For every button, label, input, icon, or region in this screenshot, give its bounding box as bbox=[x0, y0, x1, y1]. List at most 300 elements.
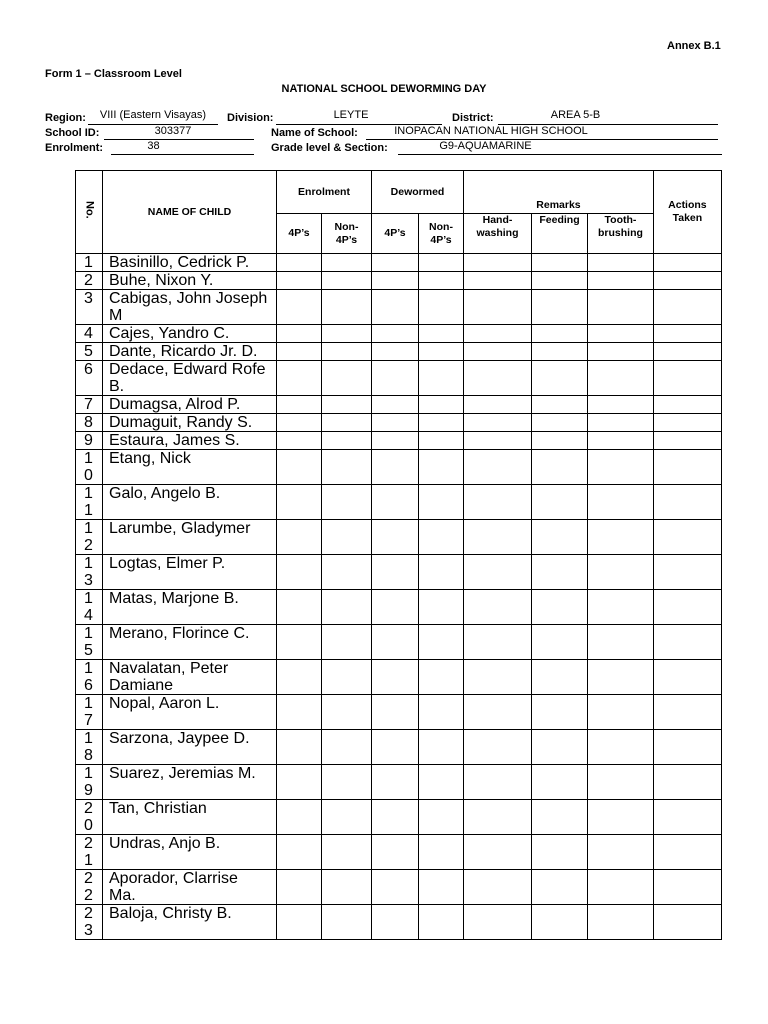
enrolment-underline bbox=[111, 154, 254, 155]
handwashing-header: Hand-washing bbox=[464, 214, 532, 254]
blank-cell bbox=[588, 695, 654, 730]
blank-cell bbox=[588, 343, 654, 361]
blank-cell bbox=[588, 450, 654, 485]
blank-cell bbox=[322, 870, 372, 905]
blank-cell bbox=[464, 520, 532, 555]
blank-cell bbox=[322, 835, 372, 870]
child-name: Baloja, Christy B. bbox=[103, 905, 277, 940]
blank-cell bbox=[419, 290, 464, 325]
row-number bbox=[76, 800, 103, 835]
district-label: District: bbox=[452, 112, 494, 124]
blank-cell bbox=[588, 254, 654, 272]
enrolment-header: Enrolment bbox=[277, 171, 372, 214]
blank-cell bbox=[322, 520, 372, 555]
child-name: Suarez, Jeremias M. bbox=[103, 765, 277, 800]
blank-cell bbox=[419, 660, 464, 695]
row-number bbox=[76, 254, 103, 272]
table-row bbox=[76, 361, 722, 396]
blank-cell bbox=[372, 835, 419, 870]
blank-cell bbox=[372, 555, 419, 590]
blank-cell bbox=[532, 520, 588, 555]
blank-cell bbox=[419, 485, 464, 520]
blank-cell bbox=[464, 765, 532, 800]
table-row bbox=[76, 765, 722, 800]
blank-cell bbox=[322, 625, 372, 660]
blank-cell bbox=[277, 254, 322, 272]
blank-cell bbox=[419, 396, 464, 414]
blank-cell bbox=[322, 290, 372, 325]
row-number bbox=[76, 835, 103, 870]
blank-cell bbox=[277, 590, 322, 625]
form-label: Form 1 – Classroom Level bbox=[45, 68, 182, 80]
table-row bbox=[76, 325, 722, 343]
child-name: Buhe, Nixon Y. bbox=[103, 272, 277, 290]
blank-cell bbox=[653, 450, 721, 485]
child-name: Tan, Christian bbox=[103, 800, 277, 835]
blank-cell bbox=[372, 520, 419, 555]
row-number bbox=[76, 590, 103, 625]
blank-cell bbox=[277, 835, 322, 870]
blank-cell bbox=[419, 835, 464, 870]
row-number-text: 8 bbox=[84, 414, 93, 431]
blank-cell bbox=[322, 660, 372, 695]
blank-cell bbox=[372, 590, 419, 625]
enrolment-label: Enrolment: bbox=[45, 142, 104, 154]
blank-cell bbox=[419, 695, 464, 730]
blank-cell bbox=[653, 272, 721, 290]
blank-cell bbox=[322, 905, 372, 940]
blank-cell bbox=[372, 625, 419, 660]
blank-cell bbox=[419, 343, 464, 361]
district-value: AREA 5-B bbox=[550, 109, 601, 121]
row-number bbox=[76, 414, 103, 432]
blank-cell bbox=[588, 730, 654, 765]
blank-cell bbox=[464, 870, 532, 905]
blank-cell bbox=[277, 870, 322, 905]
row-number bbox=[76, 361, 103, 396]
grade-section-label: Grade level & Section: bbox=[271, 142, 388, 154]
blank-cell bbox=[464, 590, 532, 625]
blank-cell bbox=[277, 730, 322, 765]
row-number-text: 13 bbox=[84, 555, 93, 589]
blank-cell bbox=[419, 765, 464, 800]
blank-cell bbox=[464, 396, 532, 414]
blank-cell bbox=[464, 800, 532, 835]
table-row bbox=[76, 625, 722, 660]
blank-cell bbox=[532, 361, 588, 396]
blank-cell bbox=[532, 325, 588, 343]
blank-cell bbox=[532, 800, 588, 835]
child-name: Logtas, Elmer P. bbox=[103, 555, 277, 590]
row-number bbox=[76, 905, 103, 940]
blank-cell bbox=[277, 905, 322, 940]
enrolment-value: 38 bbox=[147, 140, 160, 152]
blank-cell bbox=[372, 870, 419, 905]
blank-cell bbox=[588, 590, 654, 625]
child-name: Dedace, Edward Rofe B. bbox=[103, 361, 277, 396]
blank-cell bbox=[532, 905, 588, 940]
row-number-text: 17 bbox=[84, 695, 93, 729]
row-number-text: 23 bbox=[84, 905, 93, 939]
blank-cell bbox=[419, 520, 464, 555]
blank-cell bbox=[532, 396, 588, 414]
row-number-text: 21 bbox=[84, 835, 93, 869]
blank-cell bbox=[277, 290, 322, 325]
blank-cell bbox=[532, 272, 588, 290]
blank-cell bbox=[532, 432, 588, 450]
row-number-text: 20 bbox=[84, 800, 93, 834]
blank-cell bbox=[277, 325, 322, 343]
blank-cell bbox=[532, 695, 588, 730]
blank-cell bbox=[588, 290, 654, 325]
blank-cell bbox=[419, 730, 464, 765]
row-number bbox=[76, 396, 103, 414]
blank-cell bbox=[419, 625, 464, 660]
blank-cell bbox=[322, 396, 372, 414]
blank-cell bbox=[322, 485, 372, 520]
row-number-text: 5 bbox=[84, 343, 93, 360]
blank-cell bbox=[419, 870, 464, 905]
blank-cell bbox=[372, 765, 419, 800]
row-number-text: 1 bbox=[84, 254, 93, 271]
blank-cell bbox=[372, 730, 419, 765]
row-number bbox=[76, 485, 103, 520]
blank-cell bbox=[464, 325, 532, 343]
blank-cell bbox=[464, 290, 532, 325]
blank-cell bbox=[419, 414, 464, 432]
blank-cell bbox=[419, 432, 464, 450]
blank-cell bbox=[372, 800, 419, 835]
blank-cell bbox=[322, 361, 372, 396]
blank-cell bbox=[464, 450, 532, 485]
table-row bbox=[76, 590, 722, 625]
blank-cell bbox=[464, 272, 532, 290]
child-name: Matas, Marjone B. bbox=[103, 590, 277, 625]
child-name: Larumbe, Gladymer bbox=[103, 520, 277, 555]
blank-cell bbox=[588, 361, 654, 396]
row-number-text: 12 bbox=[84, 520, 93, 554]
row-number bbox=[76, 450, 103, 485]
name-header: NAME OF CHILD bbox=[103, 171, 277, 254]
child-name: Nopal, Aaron L. bbox=[103, 695, 277, 730]
no-header-text: No. bbox=[83, 201, 96, 219]
blank-cell bbox=[464, 414, 532, 432]
blank-cell bbox=[588, 800, 654, 835]
blank-cell bbox=[532, 290, 588, 325]
blank-cell bbox=[532, 254, 588, 272]
child-name: Cabigas, John Joseph M bbox=[103, 290, 277, 325]
child-name: Dante, Ricardo Jr. D. bbox=[103, 343, 277, 361]
blank-cell bbox=[372, 396, 419, 414]
row-number-text: 14 bbox=[84, 590, 93, 624]
blank-cell bbox=[588, 414, 654, 432]
child-name: Galo, Angelo B. bbox=[103, 485, 277, 520]
blank-cell bbox=[277, 414, 322, 432]
blank-cell bbox=[653, 730, 721, 765]
table-row bbox=[76, 254, 722, 272]
blank-cell bbox=[277, 396, 322, 414]
blank-cell bbox=[464, 730, 532, 765]
blank-cell bbox=[532, 343, 588, 361]
dew-non4ps-header: Non-4P’s bbox=[419, 214, 464, 254]
blank-cell bbox=[277, 343, 322, 361]
blank-cell bbox=[653, 343, 721, 361]
blank-cell bbox=[532, 590, 588, 625]
blank-cell bbox=[532, 870, 588, 905]
blank-cell bbox=[653, 325, 721, 343]
blank-cell bbox=[372, 450, 419, 485]
blank-cell bbox=[372, 361, 419, 396]
blank-cell bbox=[464, 343, 532, 361]
row-number bbox=[76, 343, 103, 361]
row-number bbox=[76, 272, 103, 290]
blank-cell bbox=[322, 695, 372, 730]
blank-cell bbox=[372, 254, 419, 272]
blank-cell bbox=[322, 730, 372, 765]
row-number bbox=[76, 870, 103, 905]
row-number-text: 6 bbox=[84, 361, 93, 378]
child-name: Aporador, Clarrise Ma. bbox=[103, 870, 277, 905]
blank-cell bbox=[653, 625, 721, 660]
blank-cell bbox=[464, 835, 532, 870]
blank-cell bbox=[277, 432, 322, 450]
table-row bbox=[76, 835, 722, 870]
row-number bbox=[76, 520, 103, 555]
blank-cell bbox=[653, 905, 721, 940]
blank-cell bbox=[277, 555, 322, 590]
blank-cell bbox=[372, 660, 419, 695]
row-number bbox=[76, 625, 103, 660]
child-name: Sarzona, Jaypee D. bbox=[103, 730, 277, 765]
blank-cell bbox=[419, 905, 464, 940]
blank-cell bbox=[419, 254, 464, 272]
blank-cell bbox=[322, 343, 372, 361]
blank-cell bbox=[653, 765, 721, 800]
blank-cell bbox=[322, 450, 372, 485]
child-name: Estaura, James S. bbox=[103, 432, 277, 450]
blank-cell bbox=[419, 590, 464, 625]
blank-cell bbox=[277, 361, 322, 396]
blank-cell bbox=[588, 765, 654, 800]
feeding-header: Feeding bbox=[532, 214, 588, 254]
blank-cell bbox=[277, 520, 322, 555]
blank-cell bbox=[588, 325, 654, 343]
blank-cell bbox=[464, 625, 532, 660]
child-name: Cajes, Yandro C. bbox=[103, 325, 277, 343]
blank-cell bbox=[372, 290, 419, 325]
blank-cell bbox=[588, 555, 654, 590]
blank-cell bbox=[653, 485, 721, 520]
table-row bbox=[76, 343, 722, 361]
blank-cell bbox=[464, 555, 532, 590]
row-number-text: 3 bbox=[84, 290, 93, 307]
blank-cell bbox=[653, 870, 721, 905]
table-row bbox=[76, 290, 722, 325]
school-id-value: 303377 bbox=[154, 125, 192, 137]
blank-cell bbox=[322, 325, 372, 343]
blank-cell bbox=[372, 414, 419, 432]
blank-cell bbox=[419, 361, 464, 396]
blank-cell bbox=[419, 272, 464, 290]
blank-cell bbox=[588, 870, 654, 905]
row-number bbox=[76, 730, 103, 765]
blank-cell bbox=[322, 414, 372, 432]
school-id-label: School ID: bbox=[45, 127, 100, 139]
row-number-text: 15 bbox=[84, 625, 93, 659]
blank-cell bbox=[372, 325, 419, 343]
blank-cell bbox=[372, 905, 419, 940]
blank-cell bbox=[653, 396, 721, 414]
blank-cell bbox=[588, 835, 654, 870]
blank-cell bbox=[277, 450, 322, 485]
blank-cell bbox=[277, 800, 322, 835]
child-name: Dumaguit, Randy S. bbox=[103, 414, 277, 432]
remarks-header-text: Remarks bbox=[536, 199, 581, 211]
table-row bbox=[76, 660, 722, 695]
school-name-value: INOPACAN NATIONAL HIGH SCHOOL bbox=[394, 125, 588, 137]
blank-cell bbox=[653, 361, 721, 396]
blank-cell bbox=[532, 660, 588, 695]
blank-cell bbox=[653, 520, 721, 555]
blank-cell bbox=[588, 905, 654, 940]
child-name: Dumagsa, Alrod P. bbox=[103, 396, 277, 414]
toothbrushing-header: Tooth-brushing bbox=[588, 214, 654, 254]
blank-cell bbox=[277, 660, 322, 695]
table-row bbox=[76, 414, 722, 432]
blank-cell bbox=[653, 290, 721, 325]
blank-cell bbox=[419, 450, 464, 485]
region-label: Region: bbox=[45, 112, 86, 124]
blank-cell bbox=[588, 625, 654, 660]
blank-cell bbox=[653, 800, 721, 835]
table-row bbox=[76, 396, 722, 414]
blank-cell bbox=[532, 765, 588, 800]
actions-header: Actions Taken bbox=[653, 171, 721, 254]
blank-cell bbox=[322, 590, 372, 625]
blank-cell bbox=[653, 590, 721, 625]
blank-cell bbox=[588, 432, 654, 450]
table-row bbox=[76, 485, 722, 520]
row-number-text: 2 bbox=[84, 272, 93, 289]
blank-cell bbox=[277, 272, 322, 290]
blank-cell bbox=[419, 325, 464, 343]
row-number-text: 19 bbox=[84, 765, 93, 799]
blank-cell bbox=[532, 555, 588, 590]
dew-4ps-header: 4P’s bbox=[372, 214, 419, 254]
child-name: Undras, Anjo B. bbox=[103, 835, 277, 870]
table-row bbox=[76, 520, 722, 555]
blank-cell bbox=[322, 272, 372, 290]
blank-cell bbox=[464, 485, 532, 520]
blank-cell bbox=[588, 396, 654, 414]
header-row-top bbox=[76, 171, 722, 214]
blank-cell bbox=[372, 272, 419, 290]
table-row bbox=[76, 905, 722, 940]
row-number bbox=[76, 695, 103, 730]
child-name: Navalatan, Peter Damiane bbox=[103, 660, 277, 695]
grade-section-underline bbox=[398, 154, 722, 155]
table-row bbox=[76, 555, 722, 590]
child-name: Merano, Florince C. bbox=[103, 625, 277, 660]
blank-cell bbox=[653, 555, 721, 590]
school-name-label: Name of School: bbox=[271, 127, 358, 139]
blank-cell bbox=[532, 835, 588, 870]
no-header bbox=[76, 171, 103, 254]
blank-cell bbox=[588, 485, 654, 520]
blank-cell bbox=[277, 625, 322, 660]
table-row bbox=[76, 800, 722, 835]
row-number bbox=[76, 432, 103, 450]
blank-cell bbox=[532, 625, 588, 660]
blank-cell bbox=[464, 695, 532, 730]
blank-cell bbox=[322, 555, 372, 590]
row-number bbox=[76, 555, 103, 590]
page-title: NATIONAL SCHOOL DEWORMING DAY bbox=[281, 83, 487, 95]
blank-cell bbox=[532, 450, 588, 485]
blank-cell bbox=[464, 361, 532, 396]
blank-cell bbox=[653, 254, 721, 272]
row-number bbox=[76, 290, 103, 325]
child-name: Etang, Nick bbox=[103, 450, 277, 485]
row-number-text: 4 bbox=[84, 325, 93, 342]
dewormed-header: Dewormed bbox=[372, 171, 464, 214]
blank-cell bbox=[532, 730, 588, 765]
row-number bbox=[76, 660, 103, 695]
blank-cell bbox=[277, 485, 322, 520]
blank-cell bbox=[532, 414, 588, 432]
row-number bbox=[76, 325, 103, 343]
enrol-non4ps-header: Non-4P’s bbox=[322, 214, 372, 254]
annex-label: Annex B.1 bbox=[667, 40, 721, 52]
table-row bbox=[76, 695, 722, 730]
blank-cell bbox=[653, 432, 721, 450]
table-row bbox=[76, 432, 722, 450]
blank-cell bbox=[588, 660, 654, 695]
blank-cell bbox=[653, 660, 721, 695]
blank-cell bbox=[419, 800, 464, 835]
blank-cell bbox=[372, 432, 419, 450]
blank-cell bbox=[653, 695, 721, 730]
blank-cell bbox=[419, 555, 464, 590]
blank-cell bbox=[322, 254, 372, 272]
row-number-text: 10 bbox=[84, 450, 93, 484]
blank-cell bbox=[322, 432, 372, 450]
division-value: LEYTE bbox=[333, 109, 369, 121]
table-row bbox=[76, 450, 722, 485]
blank-cell bbox=[588, 272, 654, 290]
row-number-text: 18 bbox=[84, 730, 93, 764]
blank-cell bbox=[464, 905, 532, 940]
child-name: Basinillo, Cedrick P. bbox=[103, 254, 277, 272]
table-row bbox=[76, 870, 722, 905]
blank-cell bbox=[653, 835, 721, 870]
table-row bbox=[76, 730, 722, 765]
blank-cell bbox=[532, 485, 588, 520]
blank-cell bbox=[322, 800, 372, 835]
region-value: VIII (Eastern Visayas) bbox=[99, 109, 207, 121]
row-number-text: 7 bbox=[84, 396, 93, 413]
row-number bbox=[76, 765, 103, 800]
remarks-header bbox=[464, 171, 654, 214]
table-row bbox=[76, 272, 722, 290]
grade-section-value: G9-AQUAMARINE bbox=[439, 140, 532, 152]
blank-cell bbox=[322, 765, 372, 800]
blank-cell bbox=[372, 485, 419, 520]
row-number-text: 11 bbox=[84, 485, 93, 519]
row-number-text: 9 bbox=[84, 432, 93, 449]
blank-cell bbox=[653, 414, 721, 432]
blank-cell bbox=[464, 432, 532, 450]
